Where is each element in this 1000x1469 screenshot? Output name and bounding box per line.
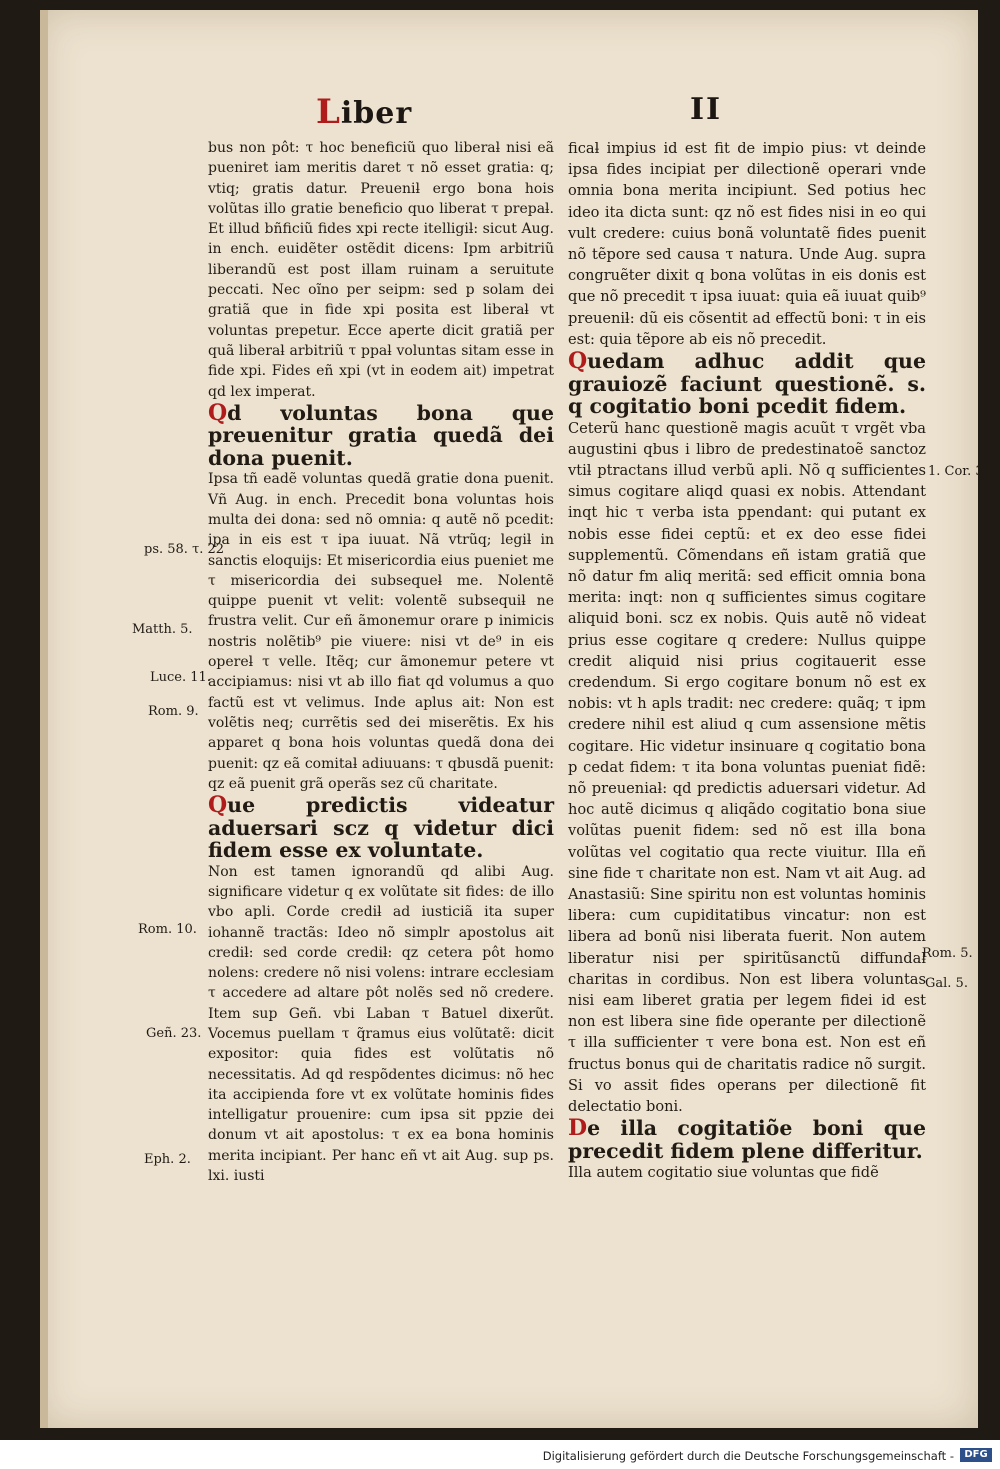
- page-gutter: [40, 10, 48, 1428]
- margin-note: Rom. 10.: [138, 922, 197, 937]
- margin-note: Gal. 5.: [925, 976, 968, 991]
- body-paragraph: Illa autem cogitatio siue voluntas que fidẽ: [568, 1164, 879, 1182]
- chapter-heading: [568, 350, 926, 418]
- margin-note: Geñ. 23.: [146, 1026, 202, 1041]
- pilcrow-initial: D: [568, 1115, 588, 1142]
- heading-text: uedam adhuc addit que grauiozẽ faciunt questionẽ. s. q cogitatio boni pcedit fidem.: [568, 349, 926, 419]
- funding-credit: Digitalisierung gefördert durch die Deutsche Forschungsgemeinschaft -: [542, 1449, 954, 1463]
- margin-note: Rom. 5.: [922, 946, 973, 961]
- heading-text: e illa cogitatiõe boni que precedit fidem plene differitur.: [568, 1116, 926, 1163]
- margin-note: Rom. 9.: [148, 704, 199, 719]
- margin-note: 1. Cor. 3.: [928, 464, 988, 479]
- book-page: [40, 10, 988, 1428]
- margin-note: ps. 58. τ. 22: [144, 542, 225, 557]
- body-paragraph: ficaƚ impius id est fit de impio pius: vt deinde ipsa fides incipiat per dilectionẽ operari vnde omnia bona merita incipiunt. Sed potius hec ideo ita dicta sunt: qz nõ est fides nisi in eo qui vult credere: cuius bonã voluntatẽ fides puenit nõ tẽpore sed causa τ natura. Unde Aug. supra congruẽter dixit q bona volũtas in eis donis est que nõ precedit τ ipsa iuuat: quia eã iuuat quib⁹ preueniƚ: dũ eis cõsentit ad effectũ boni: τ in eis est: quia tẽpore ab eis nõ precedit.: [568, 140, 926, 348]
- chapter-heading: [208, 399, 554, 470]
- chapter-heading: [208, 794, 554, 862]
- pilcrow-initial: Q: [208, 792, 228, 819]
- body-paragraph: Ceterũ hanc questionẽ magis acuũt τ vrgẽt vba augustini qbus i libro de predestinatoẽ sanctoz vtiƚ ptractans illud verbũ apli. Nõ q sufficientes simus cogitare aliqd quasi ex nobis. Attendant inqt hic τ verba ista ppendant: qui putant ex nobis esse fidei ceptũ: et ex deo esse fidei supplementũ. Cõmendans eñ istam gratiã que nõ datur fm aliq meritã: sed efficit omnia bona merita: inqt: non q sufficientes simus cogitare aliquid boni. scz ex nobis. Quis autẽ nõ videat prius esse cogitare q credere: Nullus quippe credit aliquid nisi prius cogitauerit esse credendum. Si ergo cogitare bonum nõ est ex nobis: vt h apls tradit: nec credere: quãq; τ ipm credere nihil est aliud q cum assensione mẽtis cogitare. Hic videtur insinuare q cogitatio bona p cedat fidem: τ ita bona voluntas pueniat fidẽ: nõ preueniaƚ: qd predictis aduersari videtur. Ad hoc autẽ dicimus q aliqãdo cogitatio bona siue volũtas puenit fidem: sed nõ est illa bona volũtas vel cogitatio qua recte viuitur. Illa eñ sine fide τ charitate non est. Nam vt ait Aug. ad Anastasiũ: Sine spiritu non est voluntas hominis libera: cum cupiditatibus vincatur: non est libera ad bonũ nisi liberata fuerit. Non autem liberatur nisi per spiritũsanctũ diffundaƚ charitas in cordibus. Non est libera voluntas nisi eam liberet gratia per legem fidei id est non est libera sine fide operante per dilectionẽ τ illa sufficienter τ vere bona est. Non est eñ fructus bonus qui de charitatis radice nõ surgit. Si vo assit fides operans per dilectionẽ fit delectatio boni.: [568, 419, 926, 1116]
- pilcrow-initial: Q: [208, 399, 228, 426]
- rubric-initial: L: [316, 92, 341, 132]
- pilcrow-initial: Q: [568, 348, 588, 375]
- footer-bar: [0, 1440, 1000, 1469]
- right-text-column: [568, 138, 926, 1183]
- body-paragraph: bus non pôt: τ hoc beneficiũ quo liberaƚ nisi eã pueniret iam meritis daret τ nõ esset gratia: q; vtiq; gratis datur. Preueniƚ ergo bona hois volũtas illo gratie beneficio quo liberat τ prepaƚ. Et illud bñficiũ fides xpi recte itelligiƚ: sicut Aug. in ench. euidẽter ostẽdit dicens: Ipm arbitriũ liberandũ est post illam ruinam a seruitute peccati. Nec oĩno per seipm: sed p solam dei gratiã que in fide xpi posita est liberaƚ vt voluntas prepetur. Ecce aperte dicit gratiã per quã liberaƚ arbitriũ τ ppaƚ voluntas sitam esse in fide xpi. Fides eñ xpi (vt in eodem ait) impetrat qd lex imperat.: [208, 140, 554, 400]
- body-paragraph: Ipsa tñ eadẽ voluntas quedã gratie dona puenit. Vñ Aug. in ench. Precedit bona voluntas hois multa dei dona: sed nõ omnia: q autẽ nõ pcedit: ipa in eis est τ ipa iuuat. Nã vtrũq; legiƚ in sanctis eloquijs: Et misericordia eius pueniet me τ misericordia dei subsequeƚ me. Nolentẽ quippe puenit vt velit: volentẽ subsequiƚ ne frustra velit. Cur eñ ãmonemur orare p inimicis nostris nolẽtib⁹ pie viuere: nisi vt de⁹ in eis opereƚ τ velle. Itẽq; cur ãmonemur petere vt accipiamus: nisi vt ab illo fiat qd volumus a quo factũ est vt velimus. Inde aplus ait: Non est volẽtis neq; currẽtis sed dei miserẽtis. Ex his apparet q bona hois voluntas quedã dona dei puenit: qz eã comitaƚ adiuuans: τ qbusdã puenit: qz eã puenit grã operãs sez cũ charitate.: [208, 471, 554, 792]
- running-title-left: [316, 92, 412, 132]
- running-title-word: iber: [340, 96, 413, 131]
- heading-text: d voluntas bona que preuenitur gratia quedã dei dona puenit.: [208, 400, 554, 470]
- book-number: II: [690, 92, 723, 127]
- running-header: [40, 92, 978, 142]
- margin-note: Matth. 5.: [132, 622, 193, 637]
- heading-text: ue predictis videatur aduersari scz q videtur dici fidem esse ex voluntate.: [208, 793, 554, 863]
- margin-note: Eph. 2.: [144, 1152, 191, 1167]
- chapter-heading: [568, 1117, 926, 1162]
- margin-note: Luce. 11.: [150, 670, 211, 685]
- left-text-column: [208, 138, 554, 1186]
- body-paragraph: Non est tamen ignorandũ qd alibi Aug. significare videtur q ex volũtate sit fides: de illo vbo apli. Corde crediƚ ad iusticiã ita super iohannẽ tractãs: Ideo nõ simplr apostolus ait crediƚ: sed corde crediƚ: qz cetera pôt homo nolens: credere nõ nisi volens: intrare ecclesiam τ accedere ad altare pôt nolẽs sed nõ credere. Item sup Geñ. vbi Laban τ Batuel dixerũt. Vocemus puellam τ q̃ramus eius volũtatẽ: dicit expositor: quia fides est volũtatis nõ necessitatis. Ad qd respõdentes dicimus: nõ hec ita accipienda fore vt ex volũtate hominis fides intelligatur prouenire: cum ipsa sit ppzie dei donum vt ait apostolus: τ ex ea bona hominis merita incipiant. Per hanc eñ vt ait Aug. sup ps. lxi. iusti: [208, 863, 554, 1185]
- dfg-logo: DFG: [960, 1448, 992, 1462]
